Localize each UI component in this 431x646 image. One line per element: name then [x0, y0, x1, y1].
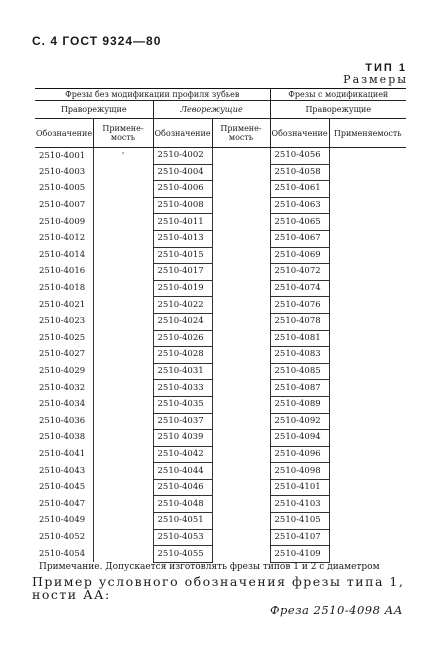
designation-cell: 2510-4017: [153, 264, 212, 281]
application-cell: [212, 430, 270, 447]
designation-cell: 2510-4048: [153, 496, 212, 513]
designation-cell: 2510-4058: [270, 164, 329, 181]
designation-cell: 2510-4056: [270, 148, 329, 165]
designation-cell: 2510-4101: [270, 479, 329, 496]
designation-cell: 2510-4024: [153, 313, 212, 330]
designation-cell: 2510-4037: [153, 413, 212, 430]
designation-cell: 2510-4029: [35, 363, 93, 380]
application-cell: [329, 513, 406, 530]
application-cell: [93, 297, 153, 314]
designation-cell: 2510-4063: [270, 197, 329, 214]
application-cell: [329, 496, 406, 513]
designation-cell: 2510-4023: [35, 313, 93, 330]
application-cell: [212, 380, 270, 397]
table-row: [35, 148, 406, 165]
application-cell: [212, 280, 270, 297]
designation-cell: 2510-4105: [270, 513, 329, 530]
designation-cell: 2510-4081: [270, 330, 329, 347]
designation-cell: 2510-4094: [270, 430, 329, 447]
designation-cell: 2510-4089: [270, 396, 329, 413]
designation-cell: 2510-4018: [35, 280, 93, 297]
application-cell: [212, 214, 270, 231]
subheader-left-hand: Леворежущие: [153, 101, 270, 119]
application-cell: [329, 148, 406, 165]
designation-cell: 2510-4043: [35, 463, 93, 480]
designation-cell: 2510-4005: [35, 181, 93, 198]
application-cell: [329, 546, 406, 563]
application-cell: [212, 297, 270, 314]
designation-cell: 2510-4083: [270, 347, 329, 364]
designation-cell: 2510-4052: [35, 529, 93, 546]
application-cell: [93, 413, 153, 430]
designation-cell: 2510-4078: [270, 313, 329, 330]
application-cell: [93, 546, 153, 563]
application-cell: [212, 363, 270, 380]
table-row: [35, 247, 406, 264]
designation-cell: 2510-4014: [35, 247, 93, 264]
application-cell: [212, 148, 270, 165]
table-row: [35, 264, 406, 281]
designation-cell: 2510-4001: [35, 148, 93, 165]
table-row: [35, 297, 406, 314]
designation-cell: 2510-4042: [153, 446, 212, 463]
application-cell: [212, 546, 270, 563]
designation-cell: 2510-4022: [153, 297, 212, 314]
designation-cell: 2510-4009: [35, 214, 93, 231]
table-row: [35, 463, 406, 480]
designation-cell: 2510-4096: [270, 446, 329, 463]
application-cell: [212, 513, 270, 530]
application-cell: [93, 479, 153, 496]
designation-cell: 2510-4035: [153, 396, 212, 413]
application-cell: [329, 181, 406, 198]
table-row: [35, 363, 406, 380]
table-row: [35, 513, 406, 530]
example-line-2: ности АА:: [32, 587, 111, 602]
application-cell: [329, 330, 406, 347]
designation-cell: 2510-4007: [35, 197, 93, 214]
table-note: Примечание. Допускается изготовлять фрезы типов 1 и 2 с диаметром: [39, 562, 380, 572]
designation-cell: 2510-4092: [270, 413, 329, 430]
designation-cell: 2510-4011: [153, 214, 212, 231]
group-header-with-modification: Фрезы с модификацией: [270, 89, 406, 101]
designation-cell: 2510-4076: [270, 297, 329, 314]
column-header-designation: Обозначение: [35, 119, 93, 148]
application-cell: [329, 463, 406, 480]
table-row: [35, 529, 406, 546]
designation-cell: 2510-4002: [153, 148, 212, 165]
application-cell: [93, 181, 153, 198]
designation-cell: 2510-4065: [270, 214, 329, 231]
designation-cell: 2510-4028: [153, 347, 212, 364]
application-cell: [93, 164, 153, 181]
column-header-application-full: Применяемость: [329, 119, 406, 148]
designation-cell: 2510-4025: [35, 330, 93, 347]
application-cell: [212, 413, 270, 430]
column-header-designation: Обозначение: [270, 119, 329, 148]
application-cell: [212, 230, 270, 247]
cutters-table: [35, 88, 406, 563]
designation-cell: 2510-4051: [153, 513, 212, 530]
application-cell: [329, 230, 406, 247]
application-cell: [93, 446, 153, 463]
designation-cell: 2510-4098: [270, 463, 329, 480]
designation-cell: 2510-4109: [270, 546, 329, 563]
example-line-1: Пример условного обозначения фрезы типа 1,: [32, 574, 405, 589]
application-cell: [93, 380, 153, 397]
designation-cell: 2510 4039: [153, 430, 212, 447]
designation-cell: 2510-4069: [270, 247, 329, 264]
designation-cell: 2510-4045: [35, 479, 93, 496]
table-row: [35, 546, 406, 563]
application-cell: [93, 396, 153, 413]
designation-cell: 2510-4012: [35, 230, 93, 247]
application-cell: [212, 247, 270, 264]
application-cell: [93, 313, 153, 330]
application-cell: [212, 181, 270, 198]
application-cell: [93, 463, 153, 480]
application-cell: [93, 347, 153, 364]
designation-cell: 2510-4072: [270, 264, 329, 281]
designation-cell: 2510-4036: [35, 413, 93, 430]
table-body: [35, 148, 406, 563]
designation-cell: 2510-4049: [35, 513, 93, 530]
column-header-designation: Обозначение: [153, 119, 212, 148]
table-row: [35, 479, 406, 496]
application-cell: [212, 330, 270, 347]
table-row: [35, 430, 406, 447]
application-cell: [329, 380, 406, 397]
designation-cell: 2510-4107: [270, 529, 329, 546]
column-header-application: Примене- мость: [93, 119, 153, 148]
application-cell: [93, 330, 153, 347]
application-cell: [93, 363, 153, 380]
designation-cell: 2510-4033: [153, 380, 212, 397]
designation-cell: 2510-4003: [35, 164, 93, 181]
designation-cell: 2510-4054: [35, 546, 93, 563]
application-cell: [212, 264, 270, 281]
designation-cell: 2510-4008: [153, 197, 212, 214]
application-cell: [329, 430, 406, 447]
type-subtitle: Размеры: [343, 73, 408, 86]
designation-cell: 2510-4087: [270, 380, 329, 397]
designation-cell: 2510-4032: [35, 380, 93, 397]
table-row: [35, 214, 406, 231]
application-cell: [329, 363, 406, 380]
application-cell: [93, 529, 153, 546]
application-cell: [93, 230, 153, 247]
table-row: [35, 380, 406, 397]
table-row: [35, 446, 406, 463]
subheader-right-hand: Праворежущие: [35, 101, 153, 119]
designation-cell: 2510-4047: [35, 496, 93, 513]
application-cell: [212, 529, 270, 546]
application-cell: [329, 313, 406, 330]
application-cell: [93, 430, 153, 447]
application-cell: [93, 496, 153, 513]
column-header-application: Примене- мость: [212, 119, 270, 148]
table-row: [35, 181, 406, 198]
designation-cell: 2510-4067: [270, 230, 329, 247]
table-row: [35, 396, 406, 413]
designation-cell: 2510-4074: [270, 280, 329, 297]
group-header-without-modification: Фрезы без модификации профиля зубьев: [35, 89, 270, 101]
application-cell: [93, 280, 153, 297]
application-cell: [212, 197, 270, 214]
designation-cell: 2510-4031: [153, 363, 212, 380]
application-cell: [329, 479, 406, 496]
table-row: [35, 230, 406, 247]
designation-cell: 2510-4053: [153, 529, 212, 546]
application-cell: [93, 247, 153, 264]
application-cell: [212, 347, 270, 364]
designation-cell: 2510-4044: [153, 463, 212, 480]
application-cell: [329, 529, 406, 546]
application-cell: [212, 496, 270, 513]
table-row: [35, 197, 406, 214]
application-cell: [329, 197, 406, 214]
application-cell: [93, 214, 153, 231]
application-cell: [212, 396, 270, 413]
page-header: С. 4 ГОСТ 9324—80: [32, 34, 162, 48]
designation-cell: 2510-4046: [153, 479, 212, 496]
table-row: [35, 280, 406, 297]
application-cell: [329, 164, 406, 181]
designation-cell: 2510-4055: [153, 546, 212, 563]
table-row: [35, 347, 406, 364]
application-cell: ': [93, 148, 153, 165]
application-cell: [212, 164, 270, 181]
subheader-right-hand-modified: Праворежущие: [270, 101, 406, 119]
table-row: [35, 496, 406, 513]
table-row: [35, 413, 406, 430]
application-cell: [329, 413, 406, 430]
example-designation: Фреза 2510-4098 АА: [270, 603, 403, 617]
application-cell: [212, 313, 270, 330]
designation-cell: 2510-4021: [35, 297, 93, 314]
table-row: [35, 313, 406, 330]
application-cell: [329, 247, 406, 264]
table-row: [35, 164, 406, 181]
application-cell: [329, 446, 406, 463]
application-cell: [329, 396, 406, 413]
application-cell: [93, 264, 153, 281]
application-cell: [329, 347, 406, 364]
application-cell: [329, 214, 406, 231]
designation-cell: 2510-4026: [153, 330, 212, 347]
designation-cell: 2510-4015: [153, 247, 212, 264]
designation-example-text: [32, 575, 427, 601]
application-cell: [329, 264, 406, 281]
type-title: ТИП 1: [365, 62, 407, 74]
application-cell: [329, 280, 406, 297]
designation-cell: 2510-4016: [35, 264, 93, 281]
designation-cell: 2510-4013: [153, 230, 212, 247]
application-cell: [329, 297, 406, 314]
application-cell: [212, 479, 270, 496]
table-row: [35, 330, 406, 347]
designation-cell: 2510-4004: [153, 164, 212, 181]
designation-cell: 2510-4027: [35, 347, 93, 364]
designation-cell: 2510-4103: [270, 496, 329, 513]
designation-cell: 2510-4085: [270, 363, 329, 380]
designation-cell: 2510-4038: [35, 430, 93, 447]
designation-cell: 2510-4019: [153, 280, 212, 297]
designation-cell: 2510-4034: [35, 396, 93, 413]
designation-cell: 2510-4041: [35, 446, 93, 463]
application-cell: [93, 197, 153, 214]
application-cell: [212, 463, 270, 480]
application-cell: [93, 513, 153, 530]
application-cell: [212, 446, 270, 463]
designation-cell: 2510-4006: [153, 181, 212, 198]
designation-cell: 2510-4061: [270, 181, 329, 198]
